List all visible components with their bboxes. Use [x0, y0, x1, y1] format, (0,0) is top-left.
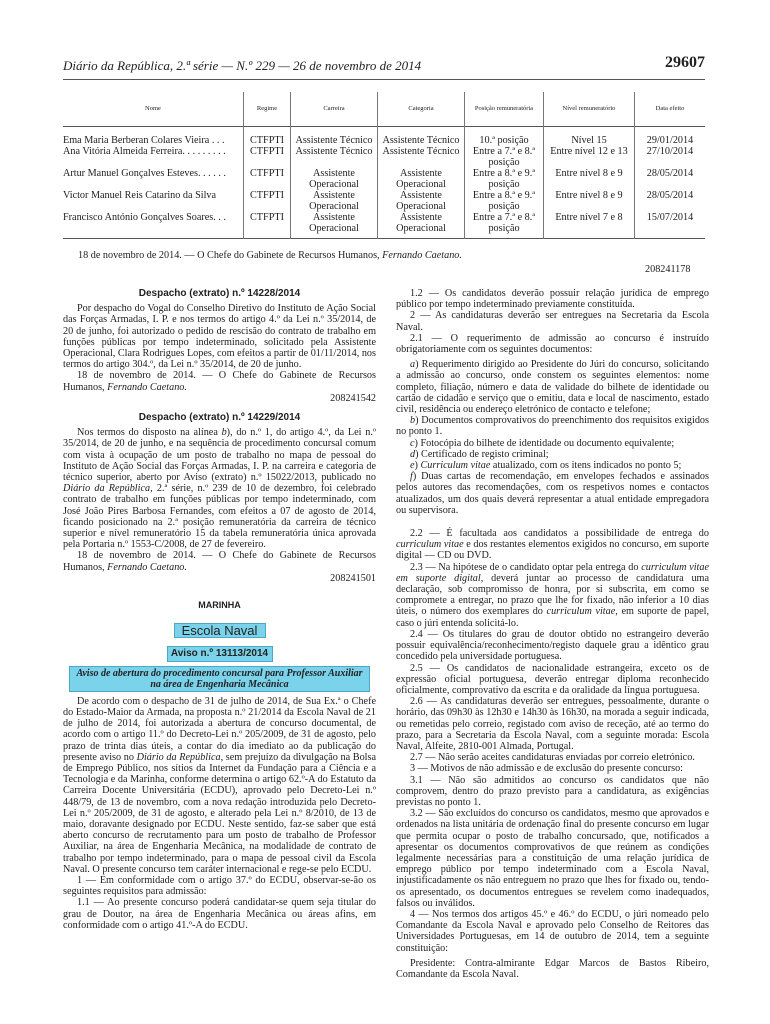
cell-posicao: Entre a 8.ª e 9.ª posição: [465, 168, 544, 190]
paragraph: 2 — As candidaturas deverão ser entregues na Secretaria da Escola Naval.: [396, 310, 709, 333]
paragraph: 1.2 — Os candidatos deverão possuir relação jurídica de emprego público por tempo indeterminado previamente constituída.: [396, 288, 709, 311]
aviso-subject: Aviso de abertura do procedimento concursal para Professor Auxiliar na área de Engenharia Mecânica: [69, 666, 370, 692]
cell-data: 28/05/2014: [635, 190, 706, 212]
cell-regime: CTFPTI: [244, 212, 291, 239]
cell-categoria: Assistente Operacional: [378, 190, 465, 212]
cell-categoria: Assistente Técnico: [378, 127, 465, 147]
paragraph: 2.4 — Os titulares do grau de doutor obtido no estrangeiro deverão possuir equivalência/reconhecimento/registo daquele grau a idêntico grau concedido pela universidade portuguesa.: [396, 628, 709, 663]
cell-data: 15/07/2014: [635, 212, 706, 239]
col-header-nivel: Nível remuneratório: [544, 92, 635, 127]
paragraph: De acordo com o despacho de 31 de julho de 2014, de Sua Ex.ª o Chefe do Estado-Maior da Armada, na proposta n.º 21/2014 da Escola Naval de 21 de julho de 2014, foi autorizada a abertura de concurso documental, de acordo com o artigo 11.º do Decreto-Lei n.º 205/2009, de 31 de agosto, pelo prazo de trinta dias úteis, a contar do dia imediato ao da publicação do presente aviso no Diário da República, sem prejuízo da divulgação na Bolsa de Emprego Público, nos sítios da Internet da Fundação para a Ciência e a Tecnologia e da Marinha, conforme determina o artigo 62.º-A do Estatuto da Carreira Docente Universitária (ECDU), aprovado pelo Decreto-Lei n.º 448/79, de 13 de novembro, com a nova redação introduzida pelo Decreto-Lei n.º 205/2009, de 31 de agosto, e alterado pela Lei n.º 8/2010, de 13 de maio, doravante designado por ECDU. Neste sentido, faz-se saber que está aberto concurso de recrutamento para um posto de trabalho de Professor Auxiliar, na área de Engenharia Mecânica, na modalidade de contrato de trabalho por tempo indeterminado, para o mapa de pessoal civil da Escola Naval. O presente concurso tem caráter internacional e rege-se pelo ECDU.: [63, 695, 376, 875]
cell-posicao: Entre a 7.ª e 8.ª posição: [465, 146, 544, 168]
left-column: [63, 288, 376, 931]
paragraph: 2.5 — Os candidatos de nacionalidade estrangeira, exceto os de expressão oficial portuguesa, deverão entregar diploma reconhecido oficialmente, comprovativo da escrita e da oralidade da língua portuguesa.: [396, 662, 709, 696]
section-title: MARINHA: [198, 600, 241, 611]
cell-data: 29/01/2014: [635, 127, 706, 147]
cell-posicao: 10.ª posição: [465, 127, 544, 147]
paragraph: Por despacho do Vogal do Conselho Diretivo do Instituto de Ação Social das Forças Armadas, I. P. e nos termos do artigo 4.º da Lei n.º 35/2014, de 20 de junho, foi autorizado o pedido de rescisão do contrato de trabalho em funções públicas por tempo indeterminado, solicitado pela Assistente Operacional, Clara Rodrigues Lopes, com efeitos a partir de 01/11/2014, nos termos do artigo 304.º, da Lei n.º 35/2014, de 20 de junho.: [63, 303, 376, 371]
header-rule: [63, 79, 705, 80]
signature-text: 18 de novembro de 2014. — O Chefe do Gabinete de Recursos Humanos,: [63, 370, 376, 393]
paragraph: 4 — Nos termos dos artigos 45.º e 46.º do ECDU, o júri nomeado pelo Comandante da Escola Naval e aprovado pelo Conselho de Reitores das Universidades Portuguesas, em 14 de outubro de 2014, tem a seguinte constituição:: [396, 908, 709, 954]
paragraph: Presidente: Contra-almirante Edgar Marcos de Bastos Ribeiro, Comandante da Escola Naval.: [396, 957, 709, 980]
list-item: d) Certificado de registo criminal;: [410, 448, 549, 460]
paragraph: 3.2 — São excluídos do concurso os candidatos, mesmo que aprovados e ordenados na lista unitária de ordenação final do presente concurso em lugar que permita ocupar o posto de trabalho concursado, que, notificados a apresentar os documentos comprovativos de que reúnem as condições legalmente necessárias para a constituição de uma relação jurídica de emprego público por tempo indeterminado com a Escola Naval, injustificadamente os não entreguem no prazo que lhes for fixado ou, tendo-os apresentado, os documentos entregues se revelem como inadequados, falsos ou inválidos.: [396, 808, 709, 909]
reference-number: 208241501: [330, 572, 376, 584]
paragraph: 3.1 — Não são admitidos ao concurso os candidatos que não comprovem, dentro do prazo previsto para a candidatura, as exigências previstas no ponto 1.: [396, 774, 709, 808]
paragraph: 2.7 — Não serão aceites candidaturas enviadas por correio eletrónico.: [410, 752, 695, 764]
paragraph: 2.6 — As candidaturas deverão ser entregues, pessoalmente, durante o horário, das 09h30 às 12h30 e 14h30 às 16h30, na morada a seguir indicada, ou remetidas pelo correio, registado com aviso de receção, até ao termo do prazo, para a Secretaria da Escola Naval, com a seguinte morada: Escola Naval, Alfeite, 2810-001 Almada, Portugal.: [396, 696, 709, 752]
cell-categoria: Assistente Operacional: [378, 212, 465, 239]
cell-regime: CTFPTI: [244, 146, 291, 168]
cell-nome: Francisco António Gonçalves Soares. . .: [63, 212, 226, 223]
col-header-data: Data efeito: [635, 92, 706, 127]
cell-nivel: Entre nível 7 e 8: [544, 212, 635, 239]
table-row: [63, 168, 705, 190]
page-number: 29607: [665, 54, 705, 71]
table-row: [63, 127, 705, 147]
journal-title: Diário da República, 2.ª série — N.º 229 — 26 de novembro de 2014: [63, 58, 422, 73]
signature-name: Fernando Caetano.: [382, 250, 462, 261]
staff-table: [63, 92, 705, 239]
cell-posicao: Entre a 7.ª e 8.ª posição: [465, 212, 544, 239]
cell-nome: Victor Manuel Reis Catarino da Silva: [63, 190, 217, 201]
cell-nivel: Nível 15: [544, 127, 635, 147]
signature-name: Fernando Caetano.: [107, 561, 187, 573]
paragraph: 1 — Em conformidade com o artigo 37.º do ECDU, observar-se-ão os seguintes requisitos para admissão:: [63, 874, 376, 898]
cell-nome: Ana Vitória Almeida Ferreira. . . . . . . . .: [63, 146, 226, 157]
col-header-carreira: Carreira: [291, 92, 378, 127]
table-signature: [78, 250, 462, 261]
signature-name: Fernando Caetano.: [107, 381, 187, 393]
reference-number: 208241178: [645, 264, 691, 275]
list-item: b) Documentos comprovativos do preenchimento dos requisitos exigidos no ponto 1.: [396, 415, 709, 438]
paragraph: 3 — Motivos de não admissão e de exclusão do presente concurso:: [410, 763, 684, 775]
cell-nivel: Entre nível 8 e 9: [544, 190, 635, 212]
col-header-regime: Regime: [244, 92, 291, 127]
col-header-categoria: Categoria: [378, 92, 465, 127]
table-row: [63, 146, 705, 168]
despacho-title: Despacho (extrato) n.º 14228/2014: [138, 288, 301, 299]
cell-carreira: Assistente Operacional: [291, 212, 378, 239]
cell-regime: CTFPTI: [244, 127, 291, 147]
cell-data: 28/05/2014: [635, 168, 706, 190]
list-item: f) Duas cartas de recomendação, em envelopes fechados e assinados pelos autores das recomendações, com os respetivos nomes e contactos atualizados, um dos quais deverá representar a atual entidade empregadora ou supervisora.: [396, 471, 709, 516]
cell-carreira: Assistente Operacional: [291, 168, 378, 190]
signature-text: 18 de novembro de 2014. — O Chefe do Gabinete de Recursos Humanos,: [78, 250, 380, 261]
cell-regime: CTFPTI: [244, 190, 291, 212]
list-item: c) Fotocópia do bilhete de identidade ou documento equivalente;: [410, 437, 675, 449]
right-column: [396, 288, 709, 980]
despacho-title: Despacho (extrato) n.º 14229/2014: [138, 412, 301, 424]
col-header-nome: Nome: [145, 105, 161, 112]
cell-categoria: Assistente Técnico: [378, 146, 465, 168]
signature-line: [63, 550, 376, 572]
table-row: [63, 212, 705, 239]
paragraph: Nos termos do disposto na alínea b), do n.º 1, do artigo 4.º, da Lei n.º 35/2014, de 20 de junho, e na sequência de procedimento concursal comum com vista à ocupação de um posto de trabalho no mapa de pessoal do Instituto de Ação Social das Forças Armadas, I. P. na carreira e categoria de técnico superior, aberto por Aviso (extrato) n.º 15022/2013, publicado no Diário da República, 2.ª série, n.º 239 de 10 de dezembro, foi celebrado contrato de trabalho em funções públicas por tempo indeterminado, com José João Pires Barbosa Fernandes, com efeitos a 07 de agosto de 2014, ficando posicionado na 2.ª posição remuneratória da carreira de técnico superior e nível remuneratório 15 da tabela remuneratória única aprovada pela Portaria n.º 1553-C/2008, de 27 de fevereiro.: [63, 427, 377, 551]
signature-line: [63, 370, 376, 392]
paragraph: 1.1 — Ao presente concurso poderá candidatar-se quem seja titular do grau de Doutor, na área de Engenharia Mecânica ou áreas afins, em conformidade com o artigo 41.º-A do ECDU.: [63, 897, 376, 931]
list-item: e) Curriculum vitae atualizado, com os itens indicados no ponto 5;: [410, 460, 682, 472]
aviso-title: Aviso n.º 13113/2014: [167, 646, 273, 661]
reference-number: 208241542: [330, 392, 376, 404]
cell-nome: Artur Manuel Gonçalves Esteves. . . . . .: [63, 168, 226, 179]
cell-carreira: Assistente Operacional: [291, 190, 378, 212]
paragraph: 2.2 — É facultada aos candidatos a possibilidade de entrega do curriculum vitae e dos restantes elementos exigidos no concurso, em suporte digital — CD ou DVD.: [396, 528, 709, 562]
cell-carreira: Assistente Técnico: [291, 146, 378, 168]
page-header: [63, 54, 705, 78]
cell-nivel: Entre nível 12 e 13: [544, 146, 635, 168]
cell-data: 27/10/2014: [635, 146, 706, 168]
cell-carreira: Assistente Técnico: [291, 127, 378, 147]
list-item: a) Requerimento dirigido ao Presidente do Júri do concurso, solicitando a admissão ao concurso, onde constem os seguintes elementos: nome completo, filiação, número e data de validade do bilhete de identidade ou cartão de cidadão e serviço que o emitiu, data e local de nascimento, estado civil, residência ou endereço eletrónico de contacto e telefone;: [396, 359, 709, 416]
organization-banner: Escola Naval: [174, 623, 266, 638]
col-header-posicao: Posição remuneratória: [465, 92, 544, 127]
cell-regime: CTFPTI: [244, 168, 291, 190]
cell-posicao: Entre a 8.ª e 9.ª posição: [465, 190, 544, 212]
cell-nivel: Entre nível 8 e 9: [544, 168, 635, 190]
paragraph: 2.3 — Na hipótese de o candidato optar pela entrega do curriculum vitae em suporte digital, deverá juntar ao processo de candidatura uma declaração, sob compromisso de honra, por si subscrita, em como se compromete a entregar, no prazo que lhe for fixado, não inferior a 10 dias úteis, o número dos exemplares do curriculum vitae, em suporte de papel, caso o júri entenda solicitá-lo.: [396, 561, 710, 629]
cell-nome: Ema Maria Berberan Colares Vieira . . .: [63, 135, 225, 146]
table-row: [63, 190, 705, 212]
cell-categoria: Assistente Operacional: [378, 168, 465, 190]
paragraph: 2.1 — O requerimento de admissão ao concurso é instruído obrigatoriamente com os seguintes documentos:: [396, 332, 709, 356]
signature-text: 18 de novembro de 2014. — O Chefe do Gabinete de Recursos Humanos,: [63, 550, 376, 573]
table-header-row: [63, 92, 705, 127]
